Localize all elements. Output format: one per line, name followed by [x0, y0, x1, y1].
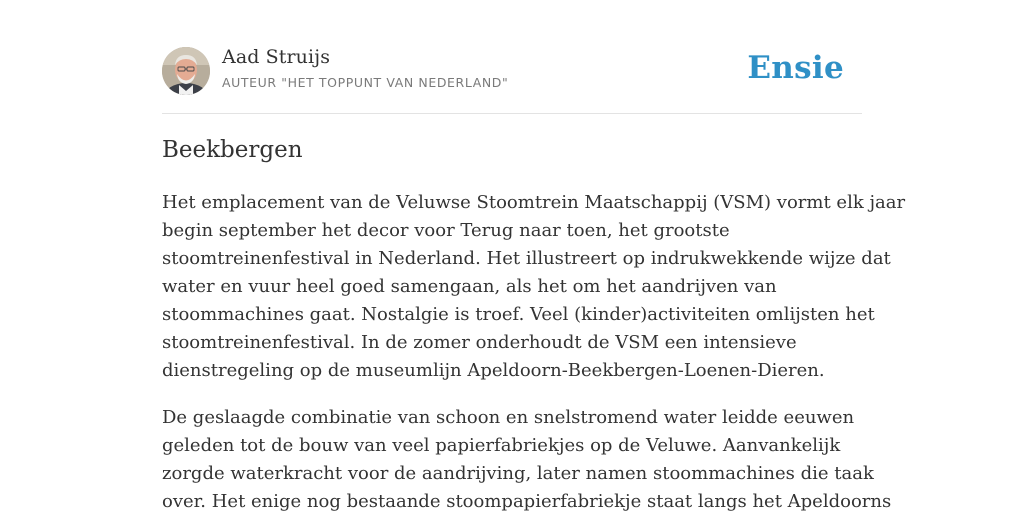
paragraph-line: stoomtreinenfestival. In de zomer onderhoudt de VSM een intensieve — [162, 332, 797, 353]
article-title: Beekbergen — [162, 137, 303, 163]
paragraph-line: stoommachines gaat. Nostalgie is troef. Veel (kinder)activiteiten omlijsten het — [162, 304, 875, 325]
author-subtitle: AUTEUR "HET TOPPUNT VAN NEDERLAND" — [222, 75, 509, 90]
paragraph-line: water en vuur heel goed samengaan, als het om het aandrijven van — [162, 276, 777, 297]
ensie-logo[interactable]: Ensie — [747, 50, 844, 86]
paragraph-line: begin september het decor voor Terug naar toen, het grootste — [162, 220, 730, 241]
paragraph-line: zorgde waterkracht voor de aandrijving, later namen stoommachines die taak — [162, 463, 874, 484]
avatar-portrait-icon — [162, 47, 210, 95]
header-divider — [162, 113, 862, 114]
paragraph-line: De geslaagde combinatie van schoon en snelstromend water leidde eeuwen — [162, 407, 855, 428]
article-paragraph — [162, 404, 892, 512]
paragraph-line: Het emplacement van de Veluwse Stoomtrein Maatschappij (VSM) vormt elk jaar — [162, 192, 906, 213]
article-body — [162, 189, 906, 512]
author-avatar[interactable] — [162, 47, 210, 95]
article-paragraph — [162, 189, 906, 385]
paragraph-line: over. Het enige nog bestaande stoompapierfabriekje staat langs het Apeldoorns — [162, 491, 892, 512]
author-name[interactable]: Aad Struijs — [222, 46, 331, 68]
paragraph-line: stoomtreinenfestival in Nederland. Het illustreert op indrukwekkende wijze dat — [162, 248, 891, 269]
paragraph-line: geleden tot de bouw van veel papierfabriekjes op de Veluwe. Aanvankelijk — [162, 435, 841, 456]
author-header — [162, 46, 862, 96]
paragraph-line: dienstregeling op de museumlijn Apeldoorn-Beekbergen-Loenen-Dieren. — [162, 360, 825, 381]
